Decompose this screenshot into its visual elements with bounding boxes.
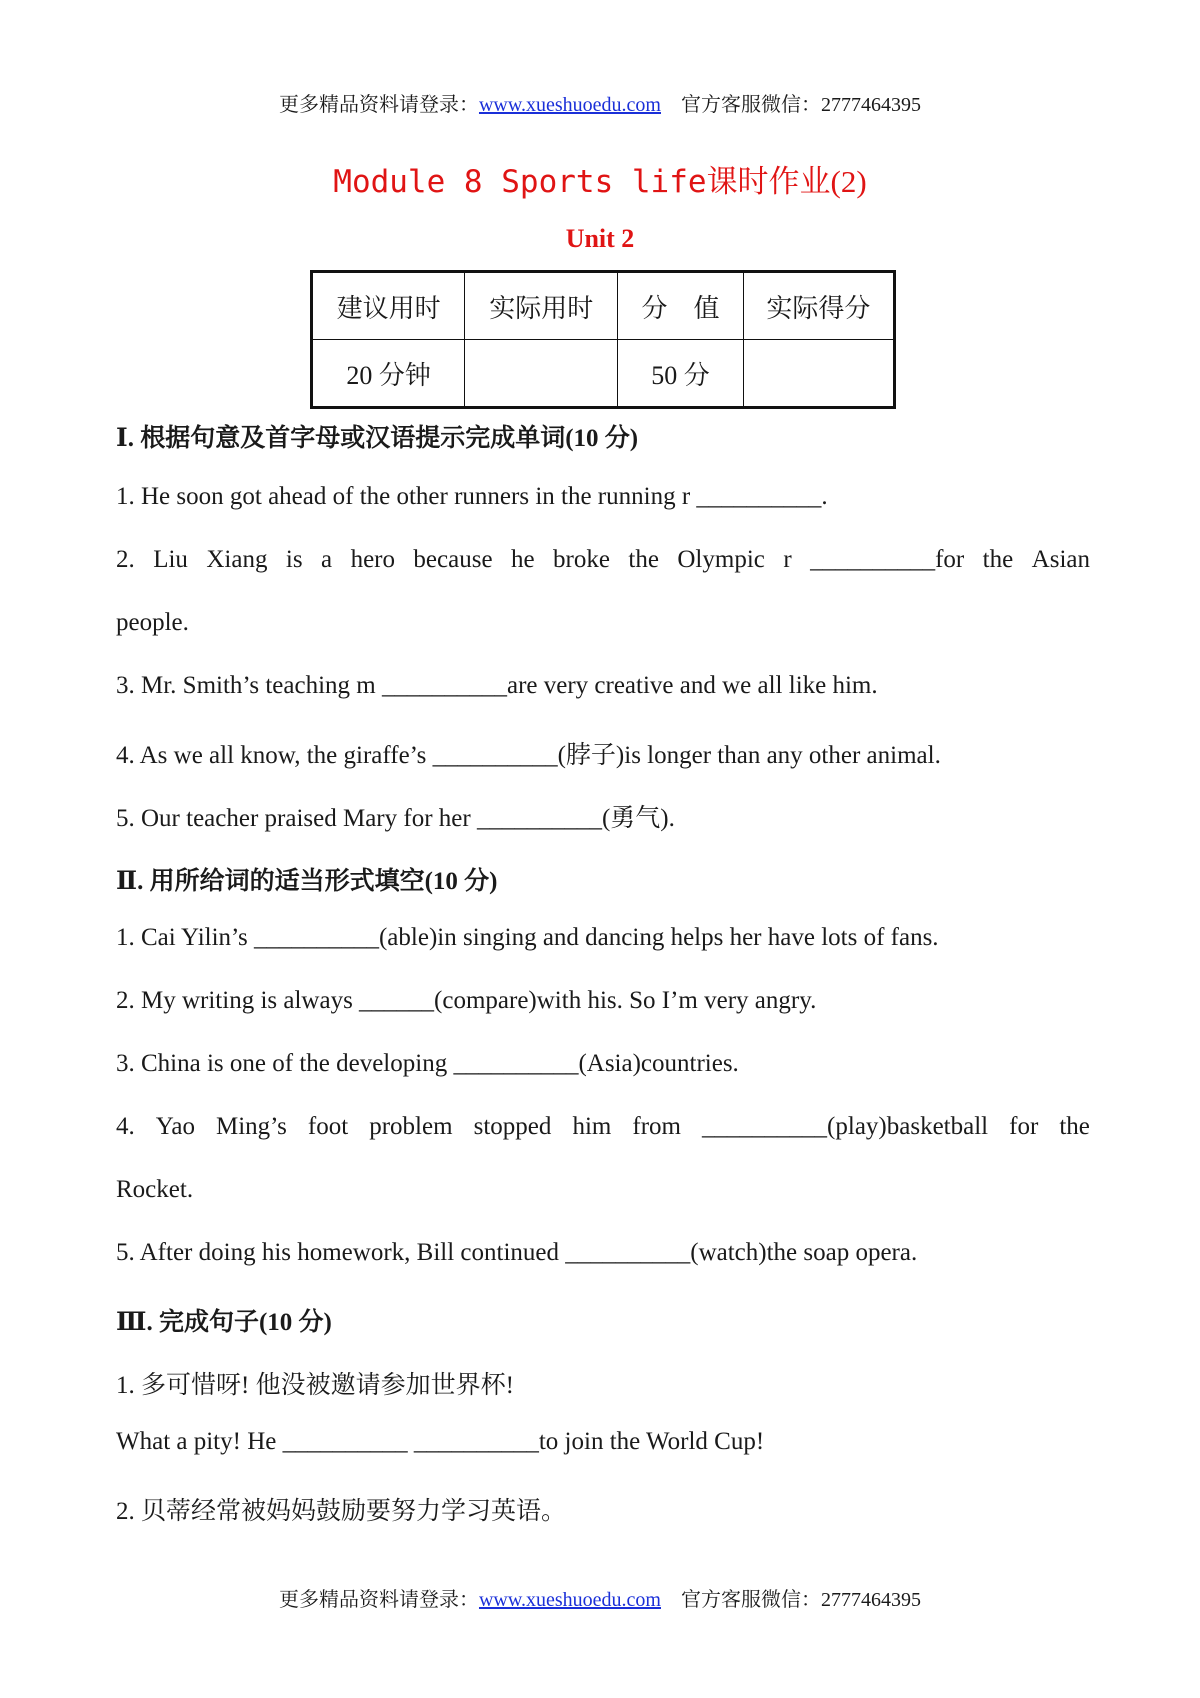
section1-question-2-word: Xiang <box>206 546 268 573</box>
header-actual-time: 实际用时 <box>465 272 618 340</box>
section2-question-1: 1. Cai Yilin’s __________(able)in singing and dancing helps her have lots of fans. <box>116 924 939 951</box>
header-suggested-time: 建议用时 <box>312 272 465 340</box>
section1-question-2-word: hero <box>350 546 395 573</box>
section2-question-4-word: Ming’s <box>216 1113 287 1140</box>
section2-question-4-word: for <box>1009 1113 1039 1140</box>
score-table-header-row <box>312 272 895 340</box>
title-english: Module 8 Sports life <box>333 164 707 200</box>
section3-question-1-english: What a pity! He __________ __________to join the World Cup! <box>116 1428 765 1455</box>
title-chinese: 课时作业(2) <box>706 164 867 199</box>
section1-question-2-word: r <box>783 546 792 573</box>
section2-question-4-word: 4. <box>116 1113 135 1140</box>
section1-question-2-word: __________for <box>810 546 965 573</box>
section1-question-3: 3. Mr. Smith’s teaching m __________are very creative and we all like him. <box>116 672 878 699</box>
value-suggested-time: 20 分钟 <box>312 340 465 408</box>
footer-contact: 官方客服微信：2777464395 <box>681 1589 921 1611</box>
section1-question-2-word: the <box>628 546 659 573</box>
section2-question-4-word: the <box>1059 1113 1090 1140</box>
section1-question-2-word: 2. <box>116 546 135 573</box>
section1-question-4: 4. As we all know, the giraffe’s __________(脖子)is longer than any other animal. <box>116 742 941 769</box>
section1-question-2-word: because <box>413 546 493 573</box>
section2-question-2: 2. My writing is always ______(compare)with his. So I’m very angry. <box>116 987 817 1014</box>
section1-question-2-word: the <box>982 546 1014 573</box>
section2-question-5: 5. After doing his homework, Bill continued __________(watch)the soap opera. <box>116 1239 918 1266</box>
section3-heading: Ⅲ. 完成句子(10 分) <box>116 1309 332 1336</box>
section3-question-2-chinese: 2. 贝蒂经常被妈妈鼓励要努力学习英语。 <box>116 1498 567 1525</box>
footer-prefix: 更多精品资料请登录： <box>278 1589 479 1611</box>
header-link[interactable]: www.xueshuoedu.com <box>478 94 661 116</box>
page-header <box>0 88 1200 117</box>
section2-question-4-word: __________(play)basketball <box>702 1113 989 1140</box>
section1-question-2-word: Olympic <box>677 546 765 573</box>
value-actual-time[interactable] <box>465 340 618 408</box>
section1-question-2-word: is <box>285 546 303 573</box>
section1-question-1: 1. He soon got ahead of the other runners in the running r __________. <box>116 483 828 510</box>
section1-question-2 <box>116 546 1090 574</box>
section1-question-2-word: he <box>510 546 535 573</box>
section2-question-3: 3. China is one of the developing __________(Asia)countries. <box>116 1050 739 1077</box>
value-actual-score[interactable] <box>743 340 894 408</box>
page-footer <box>0 1583 1200 1612</box>
section2-question-4-continued: Rocket. <box>116 1176 194 1203</box>
section2-question-4-word: stopped <box>473 1113 552 1140</box>
section2-question-4 <box>116 1113 1090 1141</box>
footer-link[interactable]: www.xueshuoedu.com <box>478 1589 661 1611</box>
section1-question-2-word: Liu <box>153 546 188 573</box>
section3-question-1-chinese: 1. 多可惜呀! 他没被邀请参加世界杯! <box>116 1372 514 1399</box>
section2-question-4-word: foot <box>307 1113 349 1140</box>
section1-question-5: 5. Our teacher praised Mary for her __________(勇气). <box>116 805 675 832</box>
section2-question-4-word: Yao <box>155 1113 195 1140</box>
section2-heading: Ⅱ. 用所给词的适当形式填空(10 分) <box>116 868 498 895</box>
section2-question-4-word: from <box>632 1113 681 1140</box>
unit-subtitle: Unit 2 <box>565 224 635 253</box>
header-points: 分 值 <box>618 272 744 340</box>
score-table-value-row <box>312 340 895 408</box>
section1-heading: Ⅰ. 根据句意及首字母或汉语提示完成单词(10 分) <box>116 425 639 452</box>
header-actual-score: 实际得分 <box>743 272 894 340</box>
section2-question-4-word: him <box>572 1113 612 1140</box>
section1-question-2-word: Asian <box>1031 546 1090 573</box>
page-title <box>0 156 1200 201</box>
header-prefix: 更多精品资料请登录： <box>278 94 479 116</box>
header-contact: 官方客服微信：2777464395 <box>681 94 921 116</box>
score-table <box>310 270 896 409</box>
section1-question-2-continued: people. <box>116 609 189 636</box>
value-points: 50 分 <box>618 340 744 408</box>
section1-question-2-word: a <box>321 546 333 573</box>
section2-question-4-word: problem <box>369 1113 453 1140</box>
section1-question-2-word: broke <box>553 546 610 573</box>
